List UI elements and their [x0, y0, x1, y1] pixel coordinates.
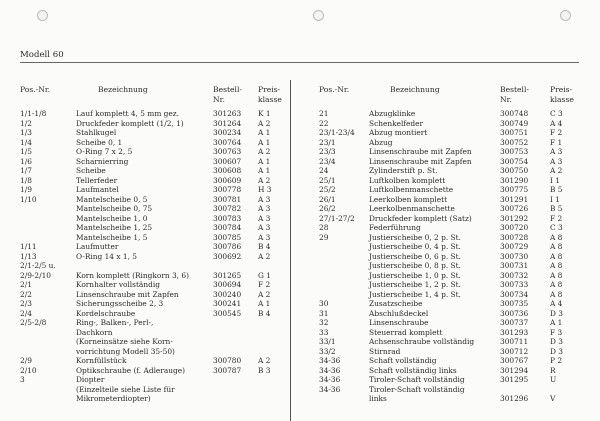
pos-cell: 1/13: [20, 251, 37, 261]
preisklasse-cell: B 4: [258, 308, 271, 318]
bestellnr-cell: 300731: [500, 261, 529, 270]
bestellnr-cell: 300545: [213, 308, 242, 318]
pos-cell: 34-36: [319, 356, 341, 365]
bestellnr-cell: 300783: [213, 213, 242, 223]
preisklasse-cell: A 3: [550, 147, 563, 156]
bestellnr-cell: 300736: [500, 308, 529, 318]
pos-cell: 23/3: [319, 147, 336, 156]
pos-cell: 29: [319, 232, 329, 242]
pos-cell: 1/11: [20, 242, 37, 251]
bezeichnung-cell: Abzug: [369, 137, 393, 147]
bezeichnung-cell: Leerkolbenmanschette: [369, 204, 455, 213]
bezeichnung-cell: Optikschraube (f. Adlerauge): [76, 365, 185, 375]
pos-cell: 1/3: [20, 128, 32, 137]
bestellnr-cell: 300734: [500, 289, 529, 299]
bestellnr-cell: 300240: [213, 289, 242, 299]
right-header-preisklasse: [550, 85, 574, 104]
bestellnr-cell: 300785: [213, 232, 242, 242]
pos-cell: 1/5: [20, 147, 32, 156]
pos-cell: 26/2: [319, 204, 336, 213]
preisklasse-cell: G 1: [258, 270, 271, 280]
bezeichnung-cell: Druckfeder komplett (Satz): [369, 213, 472, 223]
bezeichnung-cell: Luftkolbenmanschette: [369, 185, 454, 194]
bezeichnung-cell: Kornfüllstück: [76, 356, 127, 365]
bezeichnung-cell: Tiroler-Schaft vollständig: [369, 384, 465, 394]
bestellnr-cell: 300735: [500, 299, 529, 308]
right-header-pos: Pos.-Nr.: [319, 85, 350, 94]
bestellnr-cell: 301264: [213, 118, 242, 128]
bezeichnung-cell: Korn komplett (Ringkorn 3, 6): [76, 270, 189, 280]
left-header-preisklasse: [258, 85, 282, 104]
preisklasse-cell: C 3: [550, 109, 563, 118]
preisklasse-cell: A 2: [258, 356, 271, 365]
preisklasse-cell: A 4: [550, 299, 563, 308]
bezeichnung-cell: Scharnierring: [76, 156, 129, 166]
bezeichnung-cell: Justierscheibe 0, 2 p. St.: [369, 232, 461, 242]
bestellnr-cell: 300609: [213, 175, 242, 185]
bestellnr-cell: 300694: [213, 280, 242, 289]
bestellnr-cell: 300780: [213, 356, 242, 365]
preisklasse-cell: U: [550, 375, 557, 384]
bezeichnung-cell: Zylinderstift p. St.: [369, 166, 438, 175]
pos-cell: 2/10: [20, 365, 37, 375]
preisklasse-cell: R: [550, 365, 556, 375]
bestellnr-cell: 300737: [500, 318, 529, 327]
bezeichnung-cell: Steuerrad komplett: [369, 327, 443, 337]
bestellnr-cell: 301294: [500, 365, 529, 375]
pos-cell: 1/1-1/8: [20, 109, 47, 118]
preisklasse-cell: B 5: [550, 204, 563, 213]
bestellnr-cell: 300749: [500, 118, 529, 128]
preisklasse-cell: A 8: [550, 261, 563, 270]
pos-cell: 1/7: [20, 166, 32, 175]
preisklasse-cell: A 4: [550, 118, 563, 128]
bezeichnung-cell: Justierscheibe 0, 8 p. St.: [369, 261, 461, 270]
preisklasse-cell: I 1: [550, 194, 560, 204]
bezeichnung-cell: Schaft vollständig: [369, 356, 437, 365]
preisklasse-cell: F 2: [550, 128, 563, 137]
pos-cell: 34-36: [319, 365, 341, 375]
bezeichnung-cell: Kordelschraube: [76, 308, 136, 318]
preisklasse-cell: A 8: [550, 232, 563, 242]
pos-cell: 22: [319, 118, 329, 128]
bezeichnung-cell: Mantelscheibe 1, 25: [76, 223, 153, 232]
bestellnr-cell: 300767: [500, 356, 529, 365]
right-header-preisklasse-line2: klasse: [550, 94, 574, 104]
pos-cell: 1/9: [20, 185, 32, 194]
bestellnr-cell: 300732: [500, 270, 529, 280]
pos-cell: 33/2: [319, 346, 336, 356]
bezeichnung-cell: Lauf komplett 4, 5 mm gez.: [76, 109, 180, 118]
bestellnr-cell: 300754: [500, 156, 529, 166]
bezeichnung-cell: Zusatzscheibe: [369, 299, 423, 308]
right-header-bestellnr-line2: Nr.: [500, 94, 512, 104]
pos-cell: 1/8: [20, 175, 32, 185]
bestellnr-cell: 300784: [213, 223, 242, 232]
pos-cell: 26/1: [319, 194, 336, 204]
pos-cell: 23/1: [319, 137, 336, 147]
left-header-preisklasse-line2: klasse: [258, 94, 282, 104]
pos-cell: 1/10: [20, 194, 37, 204]
preisklasse-cell: F 2: [258, 280, 271, 289]
pos-cell: 25/1: [319, 175, 336, 185]
pos-cell: 23/1-23/4: [319, 128, 355, 137]
bestellnr-cell: 300781: [213, 194, 242, 204]
bestellnr-cell: 300750: [500, 166, 529, 175]
pos-cell: 34-36: [319, 375, 341, 384]
preisklasse-cell: B 3: [258, 365, 271, 375]
pos-cell: 2/5-2/8: [20, 318, 47, 327]
bestellnr-cell: 300786: [213, 242, 242, 251]
column-divider: [290, 80, 291, 421]
bestellnr-cell: 300711: [500, 337, 529, 346]
bezeichnung-cell: Kornhalter vollständig: [76, 280, 160, 289]
bestellnr-cell: 301295: [500, 375, 529, 384]
preisklasse-cell: B 5: [550, 185, 563, 194]
preisklasse-cell: A 8: [550, 280, 563, 289]
preisklasse-cell: F 2: [550, 213, 563, 223]
bezeichnung-cell: Ring-, Balken-, Perl-,: [76, 318, 154, 327]
preisklasse-cell: A 1: [258, 299, 271, 308]
bezeichnung-cell: Linsenschraube mit Zapfen: [369, 147, 472, 156]
bezeichnung-cell: Justierscheibe 0, 6 p. St.: [369, 251, 461, 261]
bezeichnung-cell: Sicherungsscheibe 2, 3: [76, 299, 164, 308]
preisklasse-cell: A 1: [258, 128, 271, 137]
bezeichnung-cell: Scheibe: [76, 166, 106, 175]
preisklasse-cell: A 8: [550, 270, 563, 280]
bezeichnung-cell: Druckfeder komplett (1/2, 1): [76, 118, 184, 128]
bestellnr-cell: 301293: [500, 327, 529, 337]
punch-hole-middle: [313, 10, 324, 21]
pos-cell: 2/1-2/5 u.: [20, 261, 56, 270]
bezeichnung-cell: Abzugklinke: [369, 109, 416, 118]
bestellnr-cell: 301265: [213, 270, 242, 280]
bezeichnung-cell: vorrichtung Modell 35-50): [76, 346, 175, 356]
bezeichnung-cell: Scheibe 0, 1: [76, 137, 123, 147]
pos-cell: 1/2: [20, 118, 32, 128]
bestellnr-cell: 301296: [500, 394, 529, 403]
bezeichnung-cell: Laufmutter: [76, 242, 119, 251]
bestellnr-cell: 300241: [213, 299, 242, 308]
title-underline: [20, 62, 579, 63]
bestellnr-cell: 300778: [213, 185, 242, 194]
pos-cell: 33/1: [319, 337, 336, 346]
bezeichnung-cell: Mantelscheibe 1, 0: [76, 213, 148, 223]
bestellnr-cell: 301291: [500, 194, 529, 204]
preisklasse-cell: B 4: [258, 242, 271, 251]
bestellnr-cell: 300730: [500, 251, 529, 261]
bezeichnung-cell: Stirnrad: [369, 346, 401, 356]
preisklasse-cell: A 1: [258, 156, 271, 166]
pos-cell: 28: [319, 223, 329, 232]
preisklasse-cell: A 2: [258, 289, 271, 299]
bestellnr-cell: 300234: [213, 128, 242, 137]
pos-cell: 34-36: [319, 384, 341, 394]
bezeichnung-cell: Diopter: [76, 375, 105, 384]
preisklasse-cell: K 1: [258, 109, 271, 118]
left-header-preisklasse-line1: Preis-: [258, 85, 281, 94]
preisklasse-cell: A 8: [550, 251, 563, 261]
punch-hole-left: [37, 10, 48, 21]
pos-cell: 2/3: [20, 299, 32, 308]
bezeichnung-cell: Federführung: [369, 223, 421, 232]
pos-cell: 24: [319, 166, 329, 175]
bezeichnung-cell: (Korneinsätze siehe Korn-: [76, 337, 173, 346]
pos-cell: 27/1-27/2: [319, 213, 355, 223]
bestellnr-cell: 300720: [500, 223, 529, 232]
right-header-bezeichnung: Bezeichnung: [390, 85, 440, 94]
bezeichnung-cell: Leerkolben komplett: [369, 194, 448, 204]
pos-cell: 25/2: [319, 185, 336, 194]
pos-cell: 2/4: [20, 308, 32, 318]
pos-cell: 3: [20, 375, 25, 384]
page-title: Modell 60: [20, 50, 64, 60]
bezeichnung-cell: Dachkorn: [76, 327, 113, 337]
bestellnr-cell: 300763: [213, 147, 242, 156]
bezeichnung-cell: Tiroler-Schaft vollständig: [369, 375, 465, 384]
bestellnr-cell: 300787: [213, 365, 242, 375]
pos-cell: 32: [319, 318, 329, 327]
preisklasse-cell: V: [550, 394, 556, 403]
right-header-bestellnr-line1: Bestell-: [500, 85, 529, 94]
bezeichnung-cell: O-Ring 7 x 2, 5: [76, 147, 133, 156]
preisklasse-cell: A 2: [258, 147, 271, 156]
bezeichnung-cell: Tellerfeder: [76, 175, 118, 185]
bezeichnung-cell: Schenkelfeder: [369, 118, 424, 128]
left-header-bestellnr: [213, 85, 242, 104]
bestellnr-cell: 300775: [500, 185, 529, 194]
preisklasse-cell: A 3: [550, 156, 563, 166]
bestellnr-cell: 300608: [213, 166, 242, 175]
preisklasse-cell: A 3: [258, 204, 271, 213]
bezeichnung-cell: Justierscheibe 1, 0 p. St.: [369, 270, 461, 280]
preisklasse-cell: F 3: [550, 327, 563, 337]
bestellnr-cell: 300712: [500, 346, 529, 356]
bestellnr-cell: 300607: [213, 156, 242, 166]
pos-cell: 1/6: [20, 156, 32, 166]
bestellnr-cell: 300751: [500, 128, 529, 137]
bestellnr-cell: 300748: [500, 109, 529, 118]
right-header-preisklasse-line1: Preis-: [550, 85, 573, 94]
pos-cell: 30: [319, 299, 329, 308]
bestellnr-cell: 300733: [500, 280, 529, 289]
bestellnr-cell: 300752: [500, 137, 529, 147]
preisklasse-cell: A 2: [258, 175, 271, 185]
bezeichnung-cell: Abzug montiert: [369, 128, 428, 137]
pos-cell: 31: [319, 308, 329, 318]
pos-cell: 2/2: [20, 289, 32, 299]
preisklasse-cell: A 3: [258, 223, 271, 232]
bestellnr-cell: 301292: [500, 213, 529, 223]
bezeichnung-cell: Laufmantel: [76, 185, 119, 194]
preisklasse-cell: A 2: [258, 118, 271, 128]
preisklasse-cell: A 1: [550, 318, 563, 327]
punch-hole-right: [560, 10, 571, 21]
left-header-bestellnr-line1: Bestell-: [213, 85, 242, 94]
preisklasse-cell: P 2: [550, 356, 563, 365]
bezeichnung-cell: Schaft vollständig links: [369, 365, 457, 375]
bestellnr-cell: 300726: [500, 204, 529, 213]
bezeichnung-cell: Abschlußdeckel: [369, 308, 429, 318]
bestellnr-cell: 300782: [213, 204, 242, 213]
bezeichnung-cell: Achsenschraube vollständig: [369, 337, 475, 346]
bestellnr-cell: 300753: [500, 147, 529, 156]
preisklasse-cell: C 3: [550, 223, 563, 232]
bestellnr-cell: 301290: [500, 175, 529, 185]
pos-cell: 1/4: [20, 137, 32, 147]
pos-cell: 23/4: [319, 156, 336, 166]
preisklasse-cell: A 1: [258, 166, 271, 175]
left-header-bezeichnung: Bezeichnung: [98, 85, 148, 94]
bezeichnung-cell: Stahlkugel: [76, 128, 117, 137]
preisklasse-cell: A 8: [550, 289, 563, 299]
preisklasse-cell: A 3: [258, 194, 271, 204]
preisklasse-cell: D 3: [550, 308, 563, 318]
bestellnr-cell: 301263: [213, 109, 242, 118]
bezeichnung-cell: Linsenschraube mit Zapfen: [76, 289, 179, 299]
bezeichnung-cell: Justierscheibe 1, 2 p. St.: [369, 280, 461, 289]
bezeichnung-cell: Linsenschraube: [369, 318, 429, 327]
bezeichnung-cell: (Einzelteile siehe Liste für: [76, 384, 175, 394]
preisklasse-cell: A 2: [258, 251, 271, 261]
preisklasse-cell: I 1: [550, 175, 560, 185]
preisklasse-cell: F 1: [550, 137, 563, 147]
preisklasse-cell: D 3: [550, 337, 563, 346]
preisklasse-cell: A 3: [258, 232, 271, 242]
preisklasse-cell: A 3: [258, 213, 271, 223]
bestellnr-cell: 300692: [213, 251, 242, 261]
bezeichnung-cell: links: [369, 394, 387, 403]
bezeichnung-cell: Mantelscheibe 0, 5: [76, 194, 148, 204]
bezeichnung-cell: Linsenschraube mit Zapfen: [369, 156, 472, 166]
left-header-pos: Pos.-Nr.: [20, 85, 51, 94]
preisklasse-cell: A 1: [258, 137, 271, 147]
bezeichnung-cell: Mikrometerdiopter): [76, 394, 151, 403]
pos-cell: 21: [319, 109, 329, 118]
bezeichnung-cell: Luftkolben komplett: [369, 175, 446, 185]
pos-cell: 2/9: [20, 356, 32, 365]
bestellnr-cell: 300728: [500, 232, 529, 242]
preisklasse-cell: A 8: [550, 242, 563, 251]
right-header-bestellnr: [500, 85, 529, 104]
preisklasse-cell: D 3: [550, 346, 563, 356]
bestellnr-cell: 300729: [500, 242, 529, 251]
left-header-bestellnr-line2: Nr.: [213, 94, 225, 104]
pos-cell: 33: [319, 327, 329, 337]
bezeichnung-cell: Mantelscheibe 0, 75: [76, 204, 153, 213]
bezeichnung-cell: Justierscheibe 0, 4 p. St.: [369, 242, 461, 251]
preisklasse-cell: H 3: [258, 185, 272, 194]
bezeichnung-cell: Justierscheibe 1, 4 p. St.: [369, 289, 461, 299]
preisklasse-cell: A 2: [550, 166, 563, 175]
pos-cell: 2/1: [20, 280, 32, 289]
bezeichnung-cell: Mantelscheibe 1, 5: [76, 232, 148, 242]
bestellnr-cell: 300764: [213, 137, 242, 147]
pos-cell: 2/9-2/10: [20, 270, 51, 280]
bezeichnung-cell: O-Ring 14 x 1, 5: [76, 251, 137, 261]
